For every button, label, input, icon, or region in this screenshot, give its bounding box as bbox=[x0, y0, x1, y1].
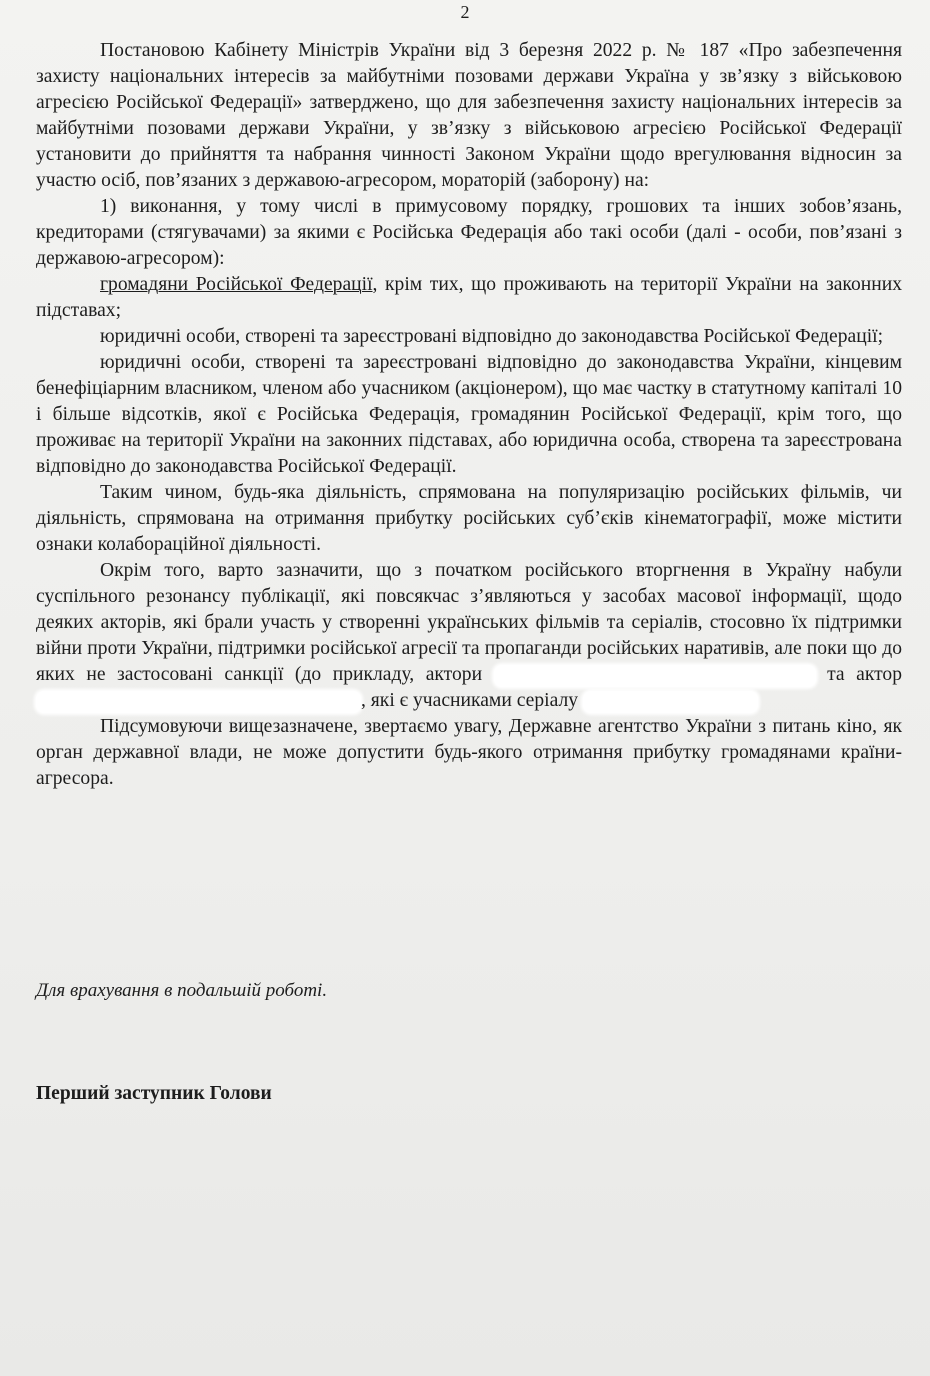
underlined-phrase: громадяни Російської Федерації bbox=[100, 274, 373, 295]
redaction-mark bbox=[494, 665, 816, 687]
page-number: 2 bbox=[460, 2, 470, 22]
letter-body bbox=[36, 38, 902, 792]
paragraph-summary: Підсумовуючи вищезазначене, звертаємо увагу, Державне агентство України з питань кіно, як орган державної влади, не може допустити будь-якого отримання прибутку громадянами країни-агресора. bbox=[36, 716, 902, 789]
paragraph-citizens-rest: , крім тих, що проживають на території України на законних підставах; bbox=[36, 274, 902, 321]
paragraph-actors-text-3: , які є учасниками серіалу bbox=[361, 690, 579, 711]
redaction-mark bbox=[36, 691, 361, 713]
closing-note: Для врахування в подальшій роботі. bbox=[36, 980, 328, 1001]
paragraph-legal-entities-ua: юридичні особи, створені та зареєстровані відповідно до законодавства України, кінцевим бенефіціарним власником, членом або учасником (акціонером), що має частку в статутному капіталі 10 і більше відсотків, якої є Російська Федерація, громадянин Російської Федерації, крім того, що проживає на території України на законних підставах, або юридична особа, створена та зареєстрована відповідно до законодавства Російської Федерації. bbox=[36, 352, 902, 477]
paragraph-resolution: Постановою Кабінету Міністрів України від 3 березня 2022 р. № 187 «Про забезпечення захисту національних інтересів за майбутніми позовами держави Україна у зв’язку з військовою агресією Російської Федерації» затверджено, що для забезпечення захисту національних інтересів за майбутніми позовами держави України, у зв’язку з військовою агресією Російської Федерації установити до прийняття та набрання чинності Законом України щодо врегулювання відносин за участю осіб, пов’язаних з державою-агресором, мораторій (заборону) на: bbox=[36, 40, 902, 191]
paragraph-actors bbox=[36, 558, 902, 714]
paragraph-conclusion-collaboration: Таким чином, будь-яка діяльність, спрямована на популяризацію російських фільмів, чи діяльність, спрямована на отримання прибутку російських суб’єків кінематографії, може містити ознаки колабораційної діяльності. bbox=[36, 482, 902, 555]
redaction-mark bbox=[583, 691, 758, 713]
paragraph-actors-text-1: Окрім того, варто зазначити, що з початком російського вторгнення в Україну набули суспільного резонансу публікації, які повсякчас з’являються у засобах масової інформації, щодо деяких акторів, які брали участь у створенні українських фільмів та серіалів, стосовно їх підтримки війни проти України, підтримки російської агресії та пропаганди російських наративів, але поки що до яких не застосовані санкції (до прикладу, актори bbox=[36, 560, 902, 685]
paragraph-moratorium-item: 1) виконання, у тому числі в примусовому порядку, грошових та інших зобов’язань, кредиторами (стягувачами) за якими є Російська Федерація або такі особи (далі - особи, пов’язані з державою-агресором): bbox=[36, 196, 902, 269]
paragraph-actors-text-2: та актор bbox=[827, 664, 902, 685]
paragraph-legal-entities-rf: юридичні особи, створені та зареєстровані відповідно до законодавства Російської Федерації; bbox=[100, 326, 884, 347]
paragraph-citizens bbox=[36, 272, 902, 324]
signature-title: Перший заступник Голови bbox=[36, 1083, 272, 1104]
